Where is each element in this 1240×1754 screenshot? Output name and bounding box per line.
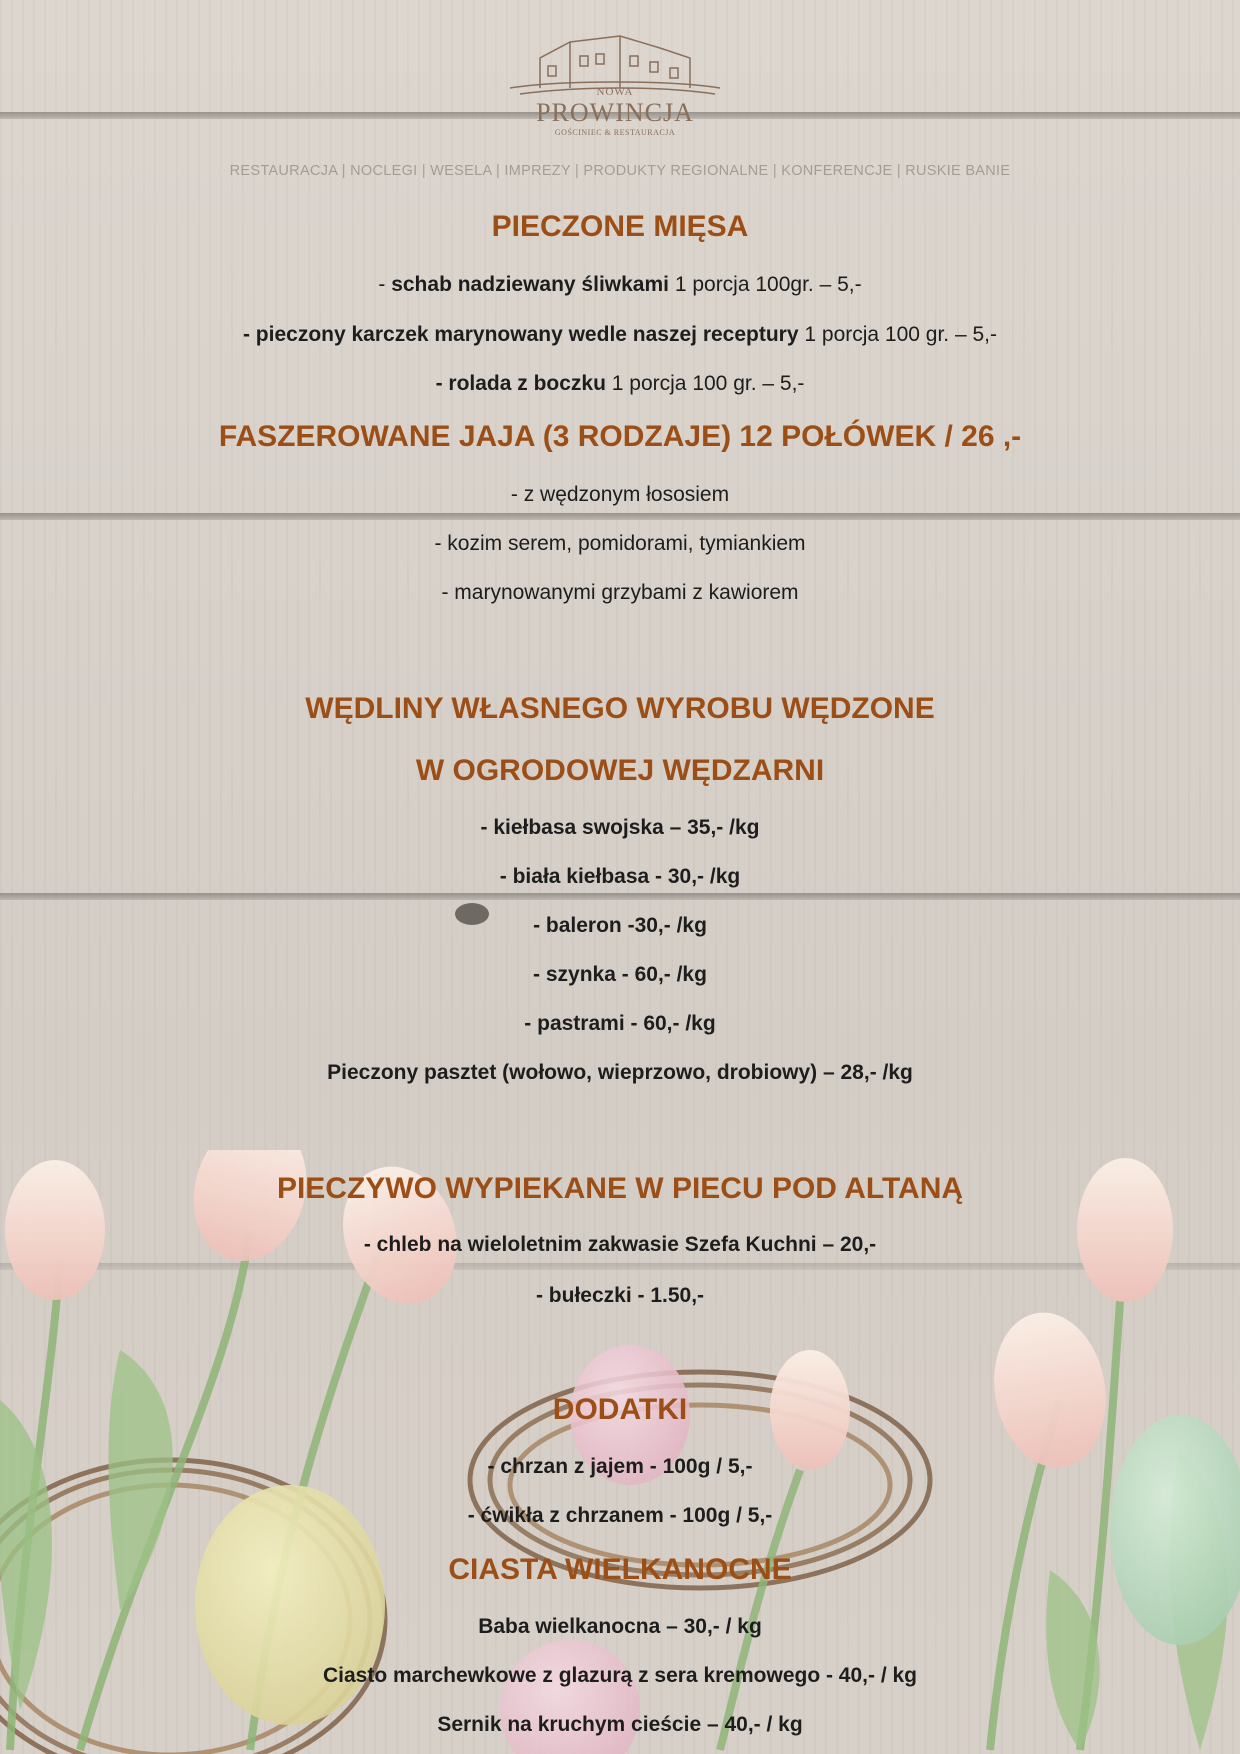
- section-title-pieczone: PIECZONE MIĘSA: [491, 210, 749, 243]
- menu-item: - szynka - 60,- /kg: [533, 963, 707, 986]
- section-title-jaja: FASZEROWANE JAJA (3 RODZAJE) 12 POŁÓWEK / 26 ,-: [218, 420, 1022, 453]
- menu-item: - ćwikła z chrzanem - 100g / 5,-: [467, 1504, 773, 1527]
- menu-item: - z wędzonym łososiem: [510, 483, 730, 506]
- menu-item: - bułeczki - 1.50,-: [535, 1284, 705, 1307]
- logo: [500, 28, 730, 158]
- menu-item: - marynowanymi grzybami z kawiorem: [441, 581, 799, 604]
- menu-item: Ciasto marchewkowe z glazurą z sera kremowego - 40,- / kg: [322, 1664, 918, 1687]
- menu-item: Sernik na kruchym cieście – 40,- / kg: [437, 1713, 803, 1736]
- section-title-dodatki: DODATKI: [552, 1393, 688, 1426]
- green-egg: [1110, 1415, 1240, 1645]
- logo-name: PROWINCJA: [536, 98, 694, 127]
- wood-seam: [0, 513, 1240, 520]
- tagline: RESTAURACJA | NOCLEGI | WESELA | IMPREZY | PRODUKTY REGIONALNE | KONFERENCJE | RUSKIE BANIE: [229, 163, 1011, 179]
- section-title-wedliny-2: W OGRODOWEJ WĘDZARNI: [415, 754, 825, 787]
- menu-item: - kozim serem, pomidorami, tymiankiem: [434, 532, 806, 555]
- menu-item: - rolada z boczku 1 porcja 100 gr. – 5,-: [435, 372, 805, 395]
- menu-item: - biała kiełbasa - 30,- /kg: [499, 865, 741, 888]
- menu-item: - kiełbasa swojska – 35,- /kg: [480, 816, 760, 839]
- logo-small-text: NOWA: [596, 86, 634, 98]
- menu-item: - chleb na wieloletnim zakwasie Szefa Kuchni – 20,-: [363, 1233, 877, 1256]
- menu-item: - schab nadziewany śliwkami 1 porcja 100gr. – 5,-: [378, 273, 862, 296]
- menu-item: Pieczony pasztet (wołowo, wieprzowo, drobiowy) – 28,- /kg: [327, 1061, 913, 1084]
- menu-item: - pieczony karczek marynowany wedle naszej receptury 1 porcja 100 gr. – 5,-: [242, 323, 998, 346]
- section-title-ciasta: CIASTA WIELKANOCNE: [448, 1553, 792, 1586]
- menu-item: Baba wielkanocna – 30,- / kg: [478, 1615, 762, 1638]
- wood-seam: [0, 893, 1240, 900]
- menu-item: - chrzan z jajem - 100g / 5,-: [487, 1455, 753, 1478]
- menu-item: - baleron -30,- /kg: [533, 914, 707, 937]
- section-title-wedliny: WĘDLINY WŁASNEGO WYROBU WĘDZONE: [305, 692, 935, 725]
- menu-item: - pastrami - 60,- /kg: [524, 1012, 716, 1035]
- section-title-pieczywo: PIECZYWO WYPIEKANE W PIECU POD ALTANĄ: [276, 1172, 964, 1205]
- logo-subtitle: GOŚCINIEC & RESTAURACJA: [554, 128, 676, 137]
